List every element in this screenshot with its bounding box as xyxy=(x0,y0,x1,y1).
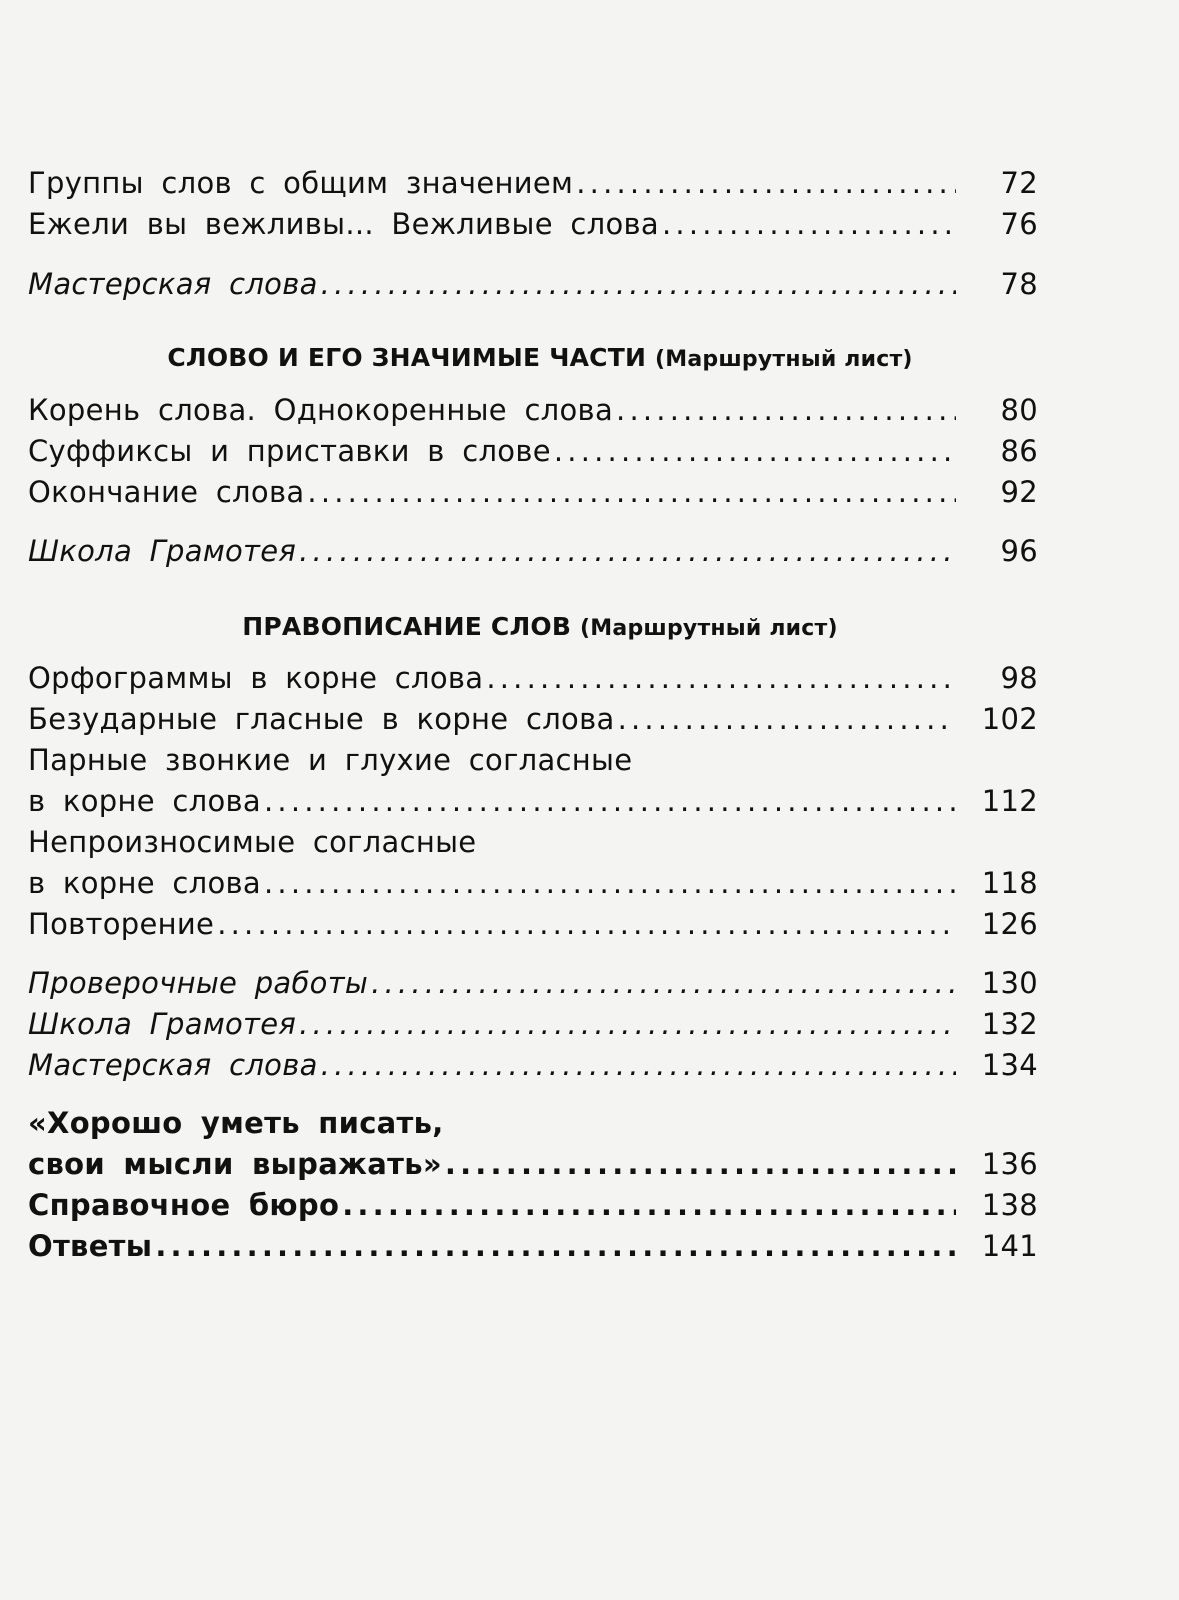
toc-entry-title: Группы слов с общим значением xyxy=(28,166,574,200)
toc-entry[interactable] xyxy=(28,1045,1038,1085)
toc-entry[interactable] xyxy=(28,863,1038,903)
toc-entry-title: свои мысли выражать» xyxy=(28,1147,442,1181)
section-heading xyxy=(0,612,1080,641)
toc-entry-title: Мастерская слова xyxy=(28,267,318,301)
toc-entry[interactable] xyxy=(28,1226,1038,1266)
toc-entry-title: Окончание слова xyxy=(28,475,305,509)
dot-leader xyxy=(264,863,956,903)
toc-entry[interactable] xyxy=(28,163,1038,203)
toc-page-number: 130 xyxy=(981,966,1038,1000)
toc-entry[interactable] xyxy=(28,781,1038,821)
toc-entry[interactable] xyxy=(28,431,1038,471)
toc-page-number: 76 xyxy=(1000,207,1038,241)
toc-entry-title: Корень слова. Однокоренные слова xyxy=(28,393,614,427)
section-heading-title: СЛОВО И ЕГО ЗНАЧИМЫЕ ЧАСТИ xyxy=(167,343,647,372)
section-heading-note: (Маршрутный лист) xyxy=(580,616,838,641)
toc-page-number: 80 xyxy=(1000,393,1038,427)
toc-page-number: 86 xyxy=(1000,434,1038,468)
dot-leader xyxy=(662,204,956,244)
toc-entry-first-line[interactable] xyxy=(28,1103,728,1143)
toc-page-number: 136 xyxy=(981,1147,1038,1181)
toc-page-number: 102 xyxy=(981,702,1038,736)
toc-entry[interactable] xyxy=(28,699,1038,739)
dot-leader xyxy=(371,963,956,1003)
toc-entry[interactable] xyxy=(28,1185,1038,1225)
toc-entry-title: Школа Грамотея xyxy=(28,1007,297,1041)
toc-page-number: 96 xyxy=(1000,534,1038,568)
toc-entry-title-line: «Хорошо уметь писать, xyxy=(28,1106,444,1140)
toc-page-number: 98 xyxy=(1000,661,1038,695)
toc-page-number: 118 xyxy=(981,866,1038,900)
toc-entry-title: Безударные гласные в корне слова xyxy=(28,702,615,736)
toc-entry-title: Ежели вы вежливы... Вежливые слова xyxy=(28,207,659,241)
toc-entry[interactable] xyxy=(28,390,1038,430)
toc-entry-title: Суффиксы и приставки в слове xyxy=(28,434,551,468)
toc-entry[interactable] xyxy=(28,658,1038,698)
toc-entry[interactable] xyxy=(28,204,1038,244)
toc-entry[interactable] xyxy=(28,1004,1038,1044)
toc-page-number: 72 xyxy=(1000,166,1038,200)
toc-entry-title-line: Парные звонкие и глухие согласные xyxy=(28,743,633,777)
toc-entry-title-line: Непроизносимые согласные xyxy=(28,825,477,859)
toc-entry[interactable] xyxy=(28,1144,1038,1184)
toc-page-number: 134 xyxy=(981,1048,1038,1082)
toc-entry-first-line[interactable] xyxy=(28,822,728,862)
toc-entry-title: Справочное бюро xyxy=(28,1188,340,1222)
toc-entry-title: Школа Грамотея xyxy=(28,534,297,568)
dot-leader xyxy=(299,531,956,571)
toc-entry[interactable] xyxy=(28,904,1038,944)
toc-entry-title: в корне слова xyxy=(28,784,261,818)
toc-entry-title: Мастерская слова xyxy=(28,1048,318,1082)
dot-leader xyxy=(554,431,956,471)
dot-leader xyxy=(307,472,956,512)
toc-entry-title: Проверочные работы xyxy=(28,966,369,1000)
dot-leader xyxy=(299,1004,956,1044)
dot-leader xyxy=(321,1045,956,1085)
dot-leader xyxy=(342,1185,956,1225)
dot-leader xyxy=(486,658,956,698)
dot-leader xyxy=(155,1226,956,1266)
dot-leader xyxy=(618,699,956,739)
toc-page-number: 138 xyxy=(981,1188,1038,1222)
dot-leader xyxy=(264,781,956,821)
toc-entry[interactable] xyxy=(28,264,1038,304)
toc-page-number: 92 xyxy=(1000,475,1038,509)
toc-entry[interactable] xyxy=(28,472,1038,512)
toc-page-number: 126 xyxy=(981,907,1038,941)
toc-entry-title: Ответы xyxy=(28,1229,153,1263)
dot-leader xyxy=(321,264,956,304)
toc-page-number: 141 xyxy=(981,1229,1038,1263)
toc-page-number: 132 xyxy=(981,1007,1038,1041)
dot-leader xyxy=(616,390,956,430)
section-heading-note: (Маршрутный лист) xyxy=(654,347,913,372)
toc-entry[interactable] xyxy=(28,963,1038,1003)
toc-entry-title: в корне слова xyxy=(28,866,261,900)
toc-entry-title: Орфограммы в корне слова xyxy=(28,661,484,695)
toc-entry[interactable] xyxy=(28,531,1038,571)
toc-entry-title: Повторение xyxy=(28,907,215,941)
dot-leader xyxy=(445,1144,956,1184)
toc-entry-first-line[interactable] xyxy=(28,740,728,780)
dot-leader xyxy=(576,163,956,203)
toc-page-number: 112 xyxy=(981,784,1038,818)
dot-leader xyxy=(217,904,956,944)
section-heading xyxy=(0,343,1080,372)
section-heading-title: ПРАВОПИСАНИЕ СЛОВ xyxy=(242,612,572,641)
toc-page-number: 78 xyxy=(1000,267,1038,301)
